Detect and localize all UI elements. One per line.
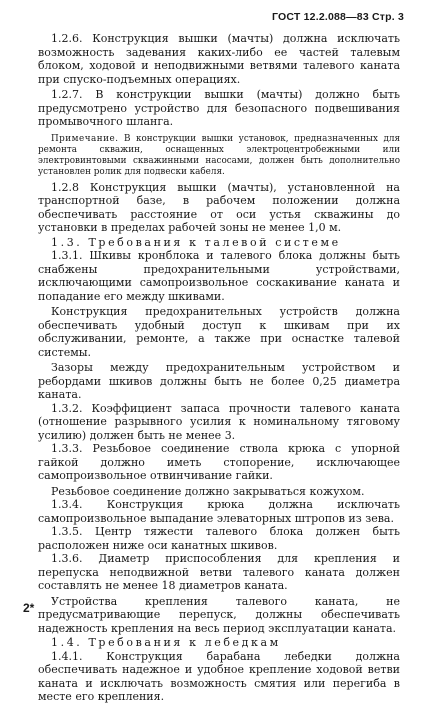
paragraph-guard-gaps: Зазоры между предохранительным устройством и ребордами шкивов должны быть не более 0,25 диаметра каната. xyxy=(38,361,400,401)
note xyxy=(38,134,400,178)
note-lead: Примечание. xyxy=(51,133,119,144)
paragraph-1-3-6: 1.3.6. Диаметр приспособления для крепления и перепуска неподвижной ветви талевого каната должен составлять не менее 18 диаметров каната. xyxy=(38,552,400,592)
paragraph-1-3-5: 1.3.5. Центр тяжести талевого блока должен быть расположен ниже оси канатных шкивов. xyxy=(38,525,400,552)
paragraph-1-3-2: 1.3.2. Коэффициент запаса прочности талевого каната (отношение разрывного усилия к номинальному тяговому усилию) должен быть не менее 3. xyxy=(38,401,400,442)
document-body xyxy=(38,32,400,704)
paragraph-1-3-3: 1.3.3. Резьбовое соединение ствола крюка с упорной гайкой должно иметь стопорение, исключающее самопроизвольное отвинчивание гайки. xyxy=(38,442,400,482)
section-heading-talevaya-sistema: 1.3. Требования к талевой системе xyxy=(51,235,341,249)
paragraph-1-4-1: 1.4.1. Конструкция барабана лебедки должна обеспечивать надежное и удобное крепление ходовой ветви каната и исключать возможность смятия или перегиба в месте его крепления. xyxy=(38,649,400,703)
page-mark: 2* xyxy=(23,601,35,615)
paragraph-casing: Резьбовое соединение должно закрываться кожухом. xyxy=(51,484,365,498)
section-heading-lebedki: 1.4. Требования к лебедкам xyxy=(51,636,281,649)
paragraph-1-2-6: 1.2.6. Конструкция вышки (мачты) должна исключать возможность задевания каких-либо ее частей талевым блоком, ходовой и неподвижными ветвями талевого каната при спуско-подъемных операциях. xyxy=(38,32,400,86)
paragraph-1-3-4: 1.3.4. Конструкция крюка должна исключать самопроизвольное выпадание элеваторных штропов из зева. xyxy=(38,498,400,525)
paragraph-1-3-1: 1.3.1. Шкивы кронблока и талевого блока должны быть снабжены предохранительными устройствами, исключающими самопроизвольное соскакивание каната и попадание его между шкивами. xyxy=(38,249,400,303)
note-text: В конструкции вышки установок, предназначенных для ремонта скважин, оснащенных электроцентробежными или электровинтовыми скважинными насосами, должен быть дополнительно установлен ролик для подвески кабеля. xyxy=(38,133,400,177)
paragraph-1-2-8: 1.2.8 Конструкция вышки (мачты), установленной на транспортной базе, в рабочем положении должна обеспечивать расстояние от оси устья скважины до установки в пределах рабочей зоны не менее 1,0 м. xyxy=(38,180,400,234)
paragraph-guard-design: Конструкция предохранительных устройств должна обеспечивать удобный доступ к шкивам при их обслуживании, ремонте, а также при оснастке талевой системы. xyxy=(38,305,400,359)
paragraph-rope-anchor: Устройства крепления талевого каната, не предусматривающие перепуск, должны обеспечивать надежность крепления на весь период эксплуатации каната. xyxy=(38,594,400,635)
paragraph-1-2-7: 1.2.7. В конструкции вышки (мачты) должно быть предусмотрено устройство для безопасного подвешивания промывочного шланга. xyxy=(38,88,400,128)
page-header: ГОСТ 12.2.088—83 Стр. 3 xyxy=(271,11,404,23)
